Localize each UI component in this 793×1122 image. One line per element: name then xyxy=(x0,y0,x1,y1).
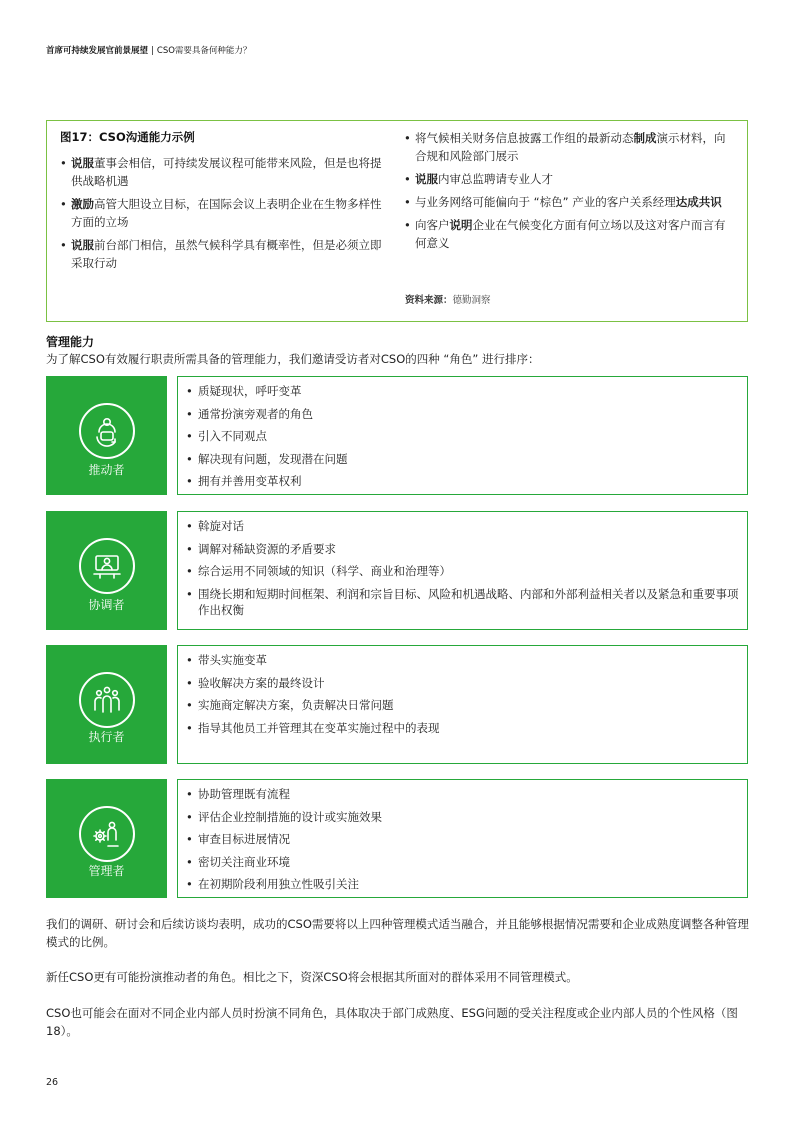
list-item: • 解决现有问题，发现潜在问题 xyxy=(186,451,739,467)
page-number: 26 xyxy=(46,1077,59,1088)
role-traits-box xyxy=(177,645,748,764)
list-item: • 说服董事会相信，可持续发展议程可能带来风险，但是也将提供战略机遇 xyxy=(60,154,390,190)
figure-right-list xyxy=(404,129,734,252)
list-item: • 协助管理既有流程 xyxy=(186,786,739,802)
list-item: • 评估企业控制措施的设计或实施效果 xyxy=(186,809,739,825)
list-item: • 实施商定解决方案，负责解决日常问题 xyxy=(186,697,739,713)
list-item: • 激励高管大胆设立目标，在国际会议上表明企业在生物多样性方面的立场 xyxy=(60,195,390,231)
list-item: • 向客户说明企业在气候变化方面有何立场以及这对客户而言有何意义 xyxy=(404,216,734,252)
role-tile xyxy=(46,645,167,764)
role-row-manager xyxy=(46,779,748,898)
list-item: • 围绕长期和短期时间框架、利润和宗旨目标、风险和机遇战略、内部和外部利益相关者以及紧急和重要事项作出权衡 xyxy=(186,586,739,618)
list-item: • 将气候相关财务信息披露工作组的最新动态制成演示材料，向合规和风险部门展示 xyxy=(404,129,734,165)
figure-right-column xyxy=(404,129,734,257)
list-item: • 综合运用不同领域的知识（科学、商业和治理等） xyxy=(186,563,739,579)
role-traits-box xyxy=(177,779,748,898)
role-tile xyxy=(46,511,167,630)
list-item: • 引入不同观点 xyxy=(186,428,739,444)
list-item: • 指导其他员工并管理其在变革实施过程中的表现 xyxy=(186,720,739,736)
role-label: 管理者 xyxy=(88,864,125,878)
role-traits-list xyxy=(186,652,739,736)
source-label: 资料来源： xyxy=(405,295,453,306)
role-traits-list xyxy=(186,786,739,892)
list-item: • 验收解决方案的最终设计 xyxy=(186,675,739,691)
header-title: 首席可持续发展官前景展望 xyxy=(46,46,149,56)
role-traits-list xyxy=(186,383,739,489)
role-tile xyxy=(46,779,167,898)
role-label: 推动者 xyxy=(88,463,125,477)
running-header xyxy=(46,44,251,56)
list-item: • 调解对稀缺资源的矛盾要求 xyxy=(186,541,739,557)
role-traits-list xyxy=(186,518,739,618)
role-tile xyxy=(46,376,167,495)
list-item: • 质疑现状，呼吁变革 xyxy=(186,383,739,399)
figure-source xyxy=(405,292,491,306)
list-item: • 带头实施变革 xyxy=(186,652,739,668)
role-row-executor xyxy=(46,645,748,764)
figure-left-column xyxy=(60,129,390,277)
list-item: • 在初期阶段利用独立性吸引关注 xyxy=(186,876,739,892)
body-paragraph: CSO也可能会在面对不同企业内部人员时扮演不同角色，具体取决于部门成熟度、ESG问题的受关注程度或企业内部人员的个性风格（图18）。 xyxy=(46,1006,738,1038)
role-label: 协调者 xyxy=(88,598,125,612)
list-item: • 说服内审总监聘请专业人才 xyxy=(404,170,734,188)
change-agent-icon xyxy=(79,403,135,459)
figure-left-list xyxy=(60,154,390,272)
header-subtitle: CSO需要具备何种能力？ xyxy=(156,46,252,56)
body-paragraph: 我们的调研、研讨会和后续访谈均表明，成功的CSO需要将以上四种管理模式适当融合，并且能够根据情况需要和企业成熟度调整各种管理模式的比例。 xyxy=(46,917,749,949)
list-item: • 通常扮演旁观者的角色 xyxy=(186,406,739,422)
list-item: • 与业务网络可能偏向于 “棕色” 产业的客户关系经理达成共识 xyxy=(404,193,734,211)
list-item: • 拥有并善用变革权利 xyxy=(186,473,739,489)
section-title: 管理能力 xyxy=(46,335,95,349)
section-intro: 为了解CSO有效履行职责所需具备的管理能力，我们邀请受访者对CSO的四种 “角色” 进行排序： xyxy=(46,352,540,366)
manager-gears-icon xyxy=(79,806,135,862)
list-item: • 斡旋对话 xyxy=(186,518,739,534)
role-label: 执行者 xyxy=(88,730,125,744)
team-icon xyxy=(79,672,135,728)
list-item: • 密切关注商业环境 xyxy=(186,854,739,870)
role-traits-box xyxy=(177,376,748,495)
source-value: 德勤洞察 xyxy=(452,295,491,306)
list-item: • 说服前台部门相信，虽然气候科学具有概率性，但是必须立即采取行动 xyxy=(60,236,390,272)
presenter-icon xyxy=(79,538,135,594)
role-row-coordinator xyxy=(46,511,748,630)
list-item: • 审查目标进展情况 xyxy=(186,831,739,847)
header-separator: | xyxy=(151,46,154,56)
body-paragraph: 新任CSO更有可能扮演推动者的角色。相比之下，资深CSO将会根据其所面对的群体采用不同管理模式。 xyxy=(46,970,578,984)
figure-title: 图17：CSO沟通能力示例 xyxy=(60,130,195,144)
role-row-change-agent xyxy=(46,376,748,495)
role-traits-box xyxy=(177,511,748,630)
figure-17-box xyxy=(46,120,748,322)
